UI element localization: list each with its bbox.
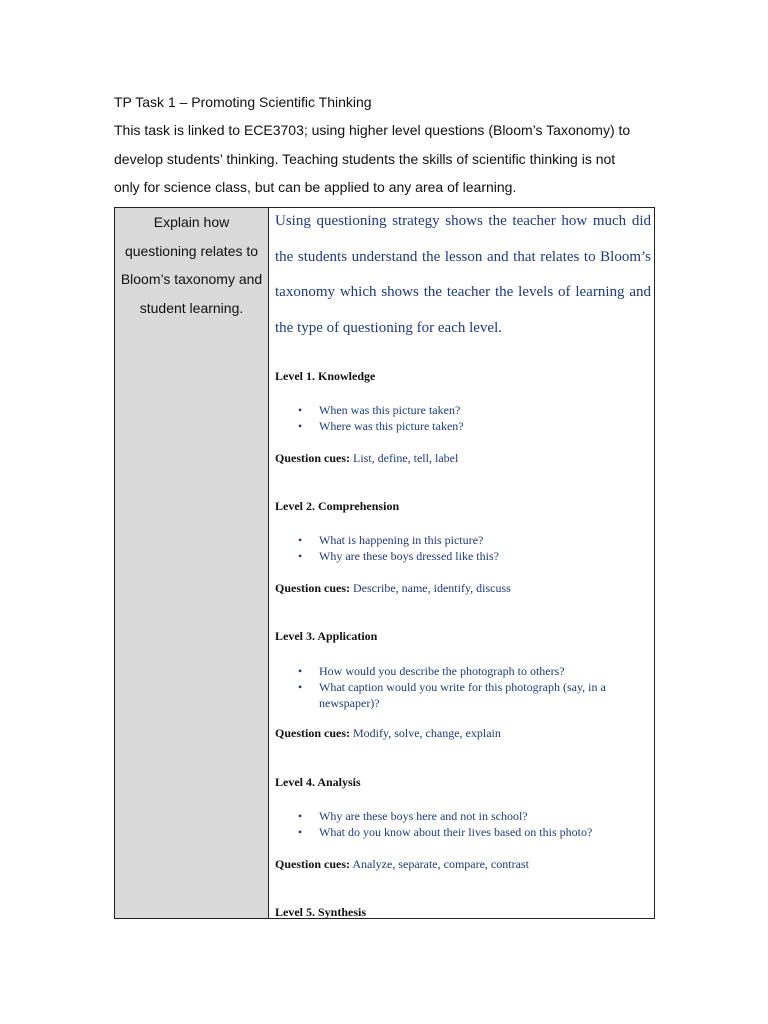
list-item <box>294 532 639 548</box>
cues-text: Modify, solve, change, explain <box>353 726 501 740</box>
question-text: What caption would you write for this photograph (say, in a newspaper)? <box>319 680 606 710</box>
bullet-dot-icon: • <box>298 825 303 839</box>
cues-label: Question cues: <box>275 581 350 595</box>
question-list <box>294 663 639 711</box>
level-heading: Level 3. Application <box>275 629 378 643</box>
question-text: Why are these boys here and not in school? <box>319 809 528 823</box>
question-list <box>294 532 639 564</box>
question-text: When was this picture taken? <box>319 403 461 417</box>
answer-cell <box>269 208 654 918</box>
list-item <box>294 402 639 418</box>
bullet-dot-icon: • <box>298 549 303 563</box>
cues-text: Describe, name, identify, discuss <box>353 581 511 595</box>
list-item <box>294 418 639 434</box>
list-item <box>294 548 639 564</box>
document-title: TP Task 1 – Promoting Scientific Thinking <box>114 94 372 110</box>
bullet-dot-icon: • <box>298 680 303 694</box>
bullet-dot-icon: • <box>298 403 303 417</box>
bullet-dot-icon: • <box>298 419 303 433</box>
question-text: What is happening in this picture? <box>319 533 484 547</box>
question-text: What do you know about their lives based on this photo? <box>319 825 593 839</box>
question-list <box>294 402 639 434</box>
bullet-dot-icon: • <box>298 664 303 678</box>
question-text: Why are these boys dressed like this? <box>319 549 499 563</box>
level-heading: Level 2. Comprehension <box>275 499 400 513</box>
question-cues <box>275 581 511 596</box>
list-item <box>294 824 639 840</box>
level-heading: Level 5. Synthesis <box>275 905 367 918</box>
bullet-dot-icon: • <box>298 809 303 823</box>
level-heading: Level 4. Analysis <box>275 775 361 789</box>
intro-line: only for science class, but can be applied to any area of learning. <box>114 179 517 195</box>
cues-label: Question cues: <box>275 857 350 871</box>
cues-text: Analyze, separate, compare, contrast <box>352 857 529 871</box>
cues-label: Question cues: <box>275 451 350 465</box>
intro-line: This task is linked to ECE3703; using higher level questions (Bloom’s Taxonomy) to <box>114 122 631 138</box>
cues-label: Question cues: <box>275 726 350 740</box>
question-text: Where was this picture taken? <box>319 419 464 433</box>
list-item <box>294 663 639 679</box>
list-item <box>294 679 639 711</box>
question-cues <box>275 857 529 872</box>
level-heading: Level 1. Knowledge <box>275 369 376 383</box>
question-text: How would you describe the photograph to others? <box>319 664 565 678</box>
question-list <box>294 808 639 840</box>
question-cues <box>275 451 458 466</box>
question-cues <box>275 726 501 741</box>
question-label: Explain how questioning relates to Bloom’s taxonomy and student learning. <box>120 214 263 316</box>
cues-text: List, define, tell, label <box>353 451 459 465</box>
question-cell <box>115 208 269 918</box>
bullet-dot-icon: • <box>298 533 303 547</box>
answer-paragraph: Using questioning strategy shows the teacher how much did the students understand the lesson and that relates to Bloom’s taxonomy which shows the teacher the levels of learning and the type of questioning for each level. <box>275 213 651 336</box>
task-table <box>114 207 655 919</box>
intro-line: develop students’ thinking. Teaching students the skills of scientific thinking is not <box>114 151 616 167</box>
list-item <box>294 808 639 824</box>
